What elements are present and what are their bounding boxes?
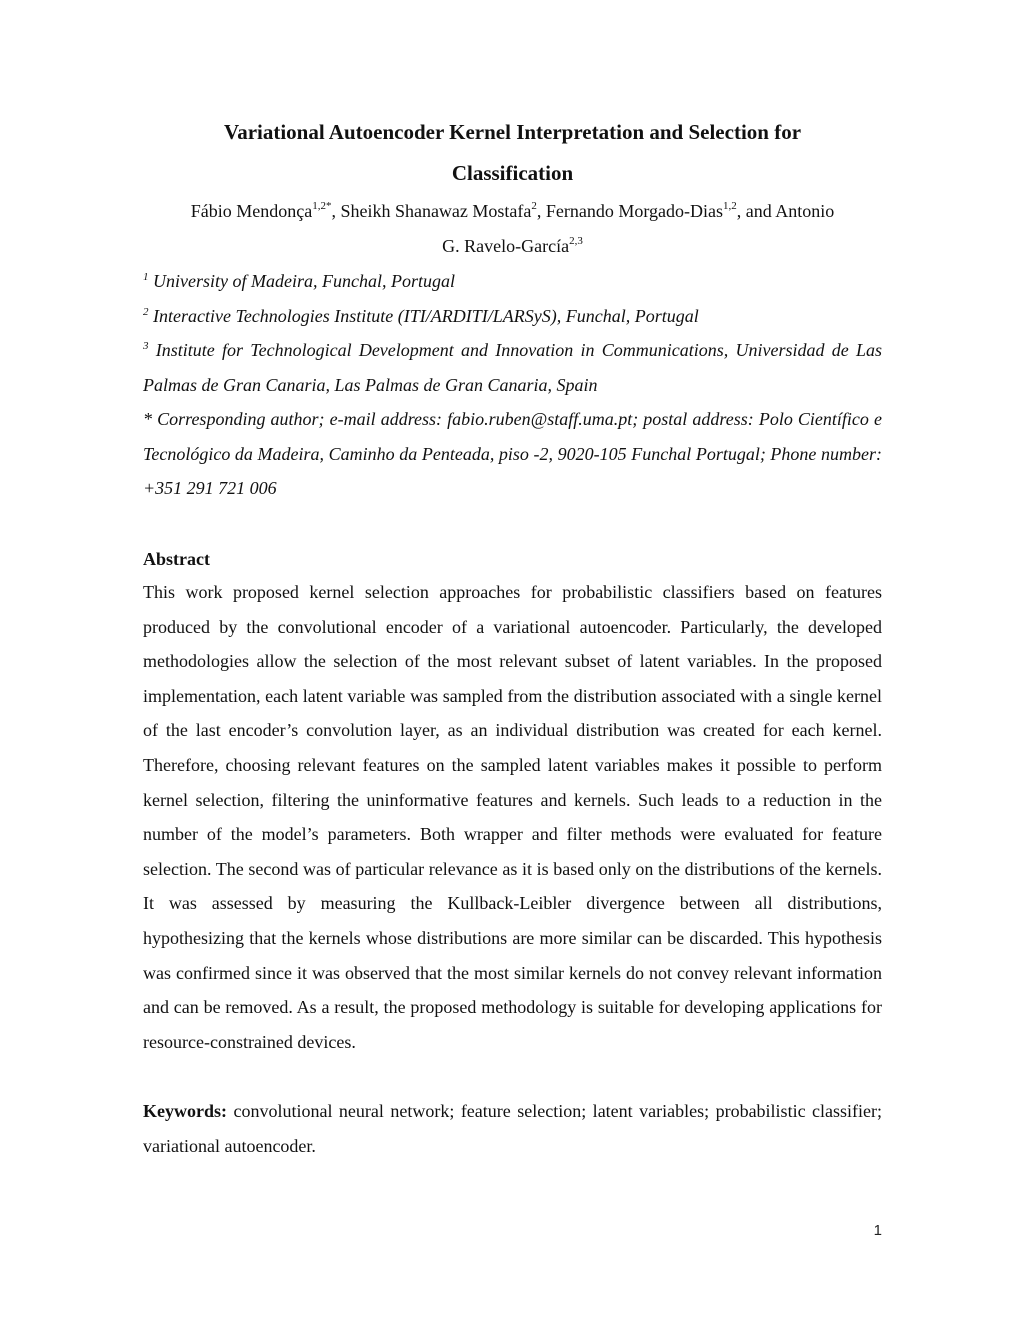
affiliation-1 bbox=[143, 264, 882, 299]
author-affiliation-sup: 1,2* bbox=[312, 200, 332, 212]
author-name: G. Ravelo-García bbox=[442, 236, 570, 256]
keywords bbox=[143, 1094, 882, 1163]
affiliation-number: 2 bbox=[143, 306, 149, 318]
affiliation-number: 1 bbox=[143, 271, 149, 283]
paper-title-line-1: Variational Autoencoder Kernel Interpretation and Selection for bbox=[223, 120, 802, 144]
affiliation-2 bbox=[143, 299, 882, 334]
affiliation-3 bbox=[143, 333, 882, 402]
keywords-label: Keywords: bbox=[143, 1101, 227, 1121]
author-name: Fernando Morgado-Dias bbox=[545, 201, 724, 221]
author-name: Fábio Mendonça bbox=[190, 201, 313, 221]
page-number: 1 bbox=[873, 1222, 882, 1239]
affiliation-number: 3 bbox=[143, 340, 149, 352]
abstract-heading: Abstract bbox=[143, 549, 210, 569]
author-affiliation-sup: 1,2 bbox=[723, 200, 737, 212]
affiliation-text: Institute for Technological Development and Innovation in Communications, Universidad de Las Palmas de Gran Canaria, Las Palmas de Gran Canaria, Spain bbox=[143, 340, 883, 395]
abstract-body: This work proposed kernel selection approaches for probabilistic classifiers based on features produced by the convolutional encoder of a variational autoencoder. Particularly, the developed methodologies allow the selection of the most relevant subset of latent variables. In the proposed implementation, each latent variable was sampled from the distribution associated with a single kernel of the last encoder’s convolution layer, as an individual distribution was created for each kernel. Therefore, choosing relevant features on the sampled latent variables makes it possible to perform kernel selection, filtering the uninformative features and kernels. Such leads to a reduction in the number of the model’s parameters. Both wrapper and filter methods were evaluated for feature selection. The second was of particular relevance as it is based only on the distributions of the kernels. It was assessed by measuring the Kullback-Leibler divergence between all distributions, hypothesizing that the kernels whose distributions are more similar can be discarded. This hypothesis was confirmed since it was observed that the most similar kernels do not convey relevant information and can be removed. As a result, the proposed methodology is suitable for developing applications for resource-constrained devices. bbox=[143, 582, 882, 1052]
paper-title-line-2: Classification bbox=[451, 161, 574, 185]
affiliation-text: University of Madeira, Funchal, Portugal bbox=[153, 271, 455, 291]
author-affiliation-sup: 2,3 bbox=[569, 235, 583, 247]
author-list bbox=[143, 194, 882, 264]
author-name: Sheikh Shanawaz Mostafa bbox=[340, 201, 532, 221]
author-affiliation-sup: 2 bbox=[531, 200, 537, 212]
corresponding-author-note: * Corresponding author; e-mail address: fabio.ruben@staff.uma.pt; postal address: Polo Científico e Tecnológico da Madeira, Caminho da Penteada, piso -2, 9020-105 Funchal Portugal; Phone number: +351 291 721 006 bbox=[143, 409, 882, 499]
paper-title bbox=[143, 112, 882, 194]
keywords-text: convolutional neural network; feature selection; latent variables; probabilistic classifier; variational autoencoder. bbox=[143, 1101, 882, 1156]
affiliation-text: Interactive Technologies Institute (ITI/ARDITI/LARSyS), Funchal, Portugal bbox=[153, 306, 699, 326]
author-separator: , bbox=[331, 201, 341, 221]
author-separator: , and Antonio bbox=[736, 201, 835, 221]
author-separator: , bbox=[536, 201, 546, 221]
